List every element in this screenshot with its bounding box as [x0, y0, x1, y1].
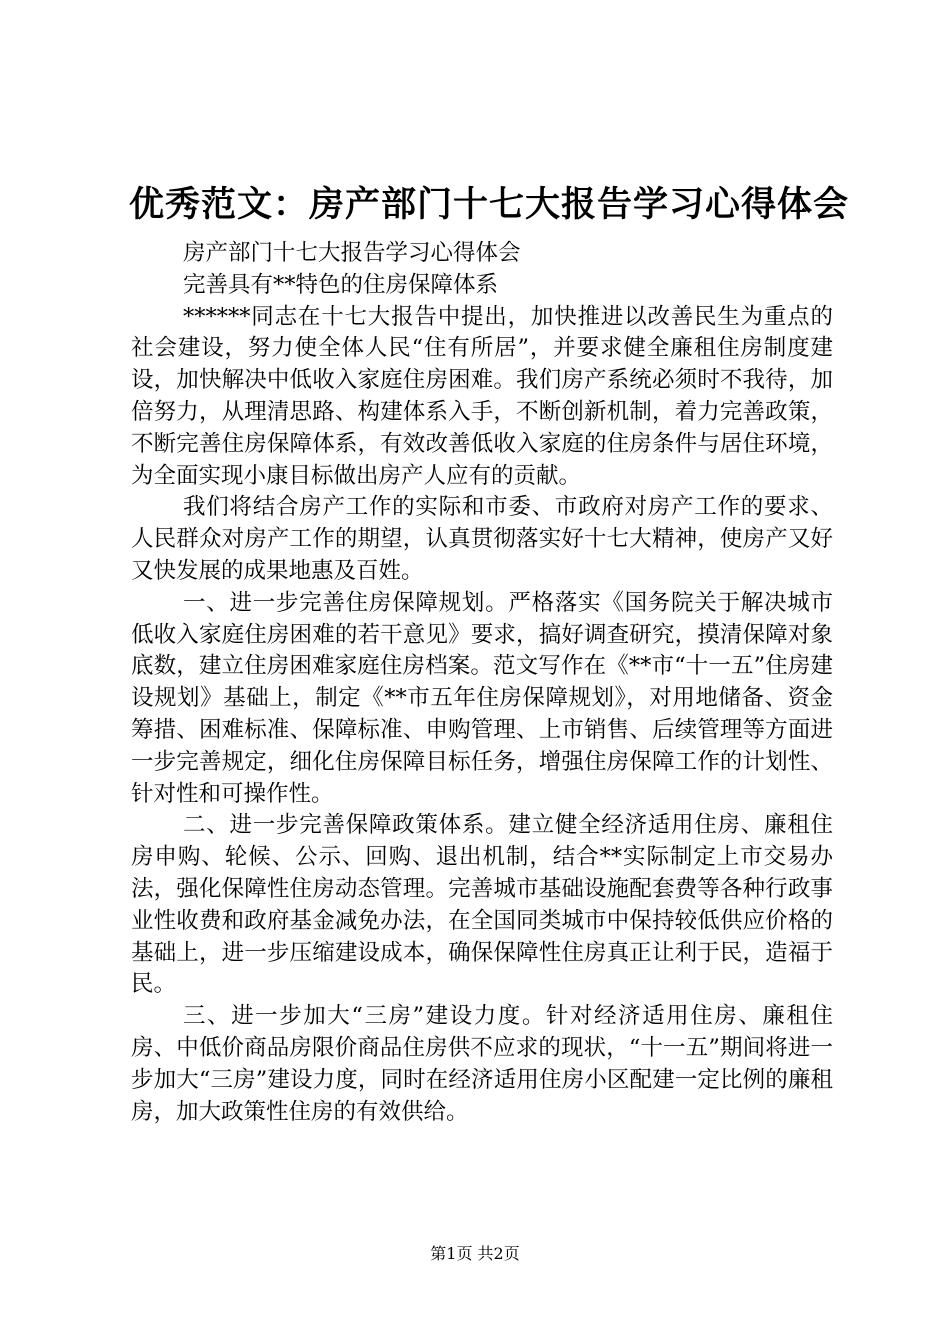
page-footer: 第1页 共2页 — [430, 1244, 520, 1263]
heading-paragraph: 完善具有**特色的住房保障体系 — [183, 271, 499, 298]
body-paragraph: 一、进一步完善住房保障规划。严格落实《国务院关于解决城市低收入家庭住房困难的若干意见》要求，搞好调查研究，摸清保障对象底数，建立住房困难家庭住房档案。范文写作在《**市“十一五”住房建设规划》基础上，制定《**市五年住房保障规划》，对用地储备、资金筹措、困难标准、保障标准、申购管理、上市销售、后续管理等方面进一步完善规定，细化住房保障目标任务，增强住房保障工作的计划性、针对性和可操作性。 — [131, 589, 833, 807]
document-body — [131, 238, 833, 1128]
body-paragraph: ******同志在十七大报告中提出，加快推进以改善民生为重点的社会建设，努力使全体人民“住有所居”，并要求健全廉租住房制度建设，加快解决中低收入家庭住房困难。我们房产系统必须时不我待，加倍努力，从理清思路、构建体系入手，不断创新机制，着力完善政策，不断完善住房保障体系，有效改善低收入家庭的住房条件与居住环境，为全面实现小康目标做出房产人应有的贡献。 — [131, 303, 833, 489]
subtitle-paragraph: 房产部门十七大报告学习心得体会 — [183, 240, 521, 266]
body-paragraph: 三、进一步加大“三房”建设力度。针对经济适用住房、廉租住房、中低价商品房限价商品住房供不应求的现状，“十一五”期间将进一步加大“三房”建设力度，同时在经济适用住房小区配建一定比例的廉租房，加大政策性住房的有效供给。 — [131, 1003, 833, 1125]
document-title: 优秀范文：房产部门十七大报告学习心得体会 — [129, 185, 850, 225]
body-paragraph: 我们将结合房产工作的实际和市委、市政府对房产工作的要求、人民群众对房产工作的期望，认真贯彻落实好十七大精神，使房产又好又快发展的成果地惠及百姓。 — [131, 494, 833, 584]
body-paragraph: 二、进一步完善保障政策体系。建立健全经济适用住房、廉租住房申购、轮候、公示、回购、退出机制，结合**实际制定上市交易办法，强化保障性住房动态管理。完善城市基础设施配套费等各种行政事业性收费和政府基金减免办法，在全国同类城市中保持较低供应价格的基础上，进一步压缩建设成本，确保保障性住房真正让利于民，造福于民。 — [131, 812, 833, 998]
